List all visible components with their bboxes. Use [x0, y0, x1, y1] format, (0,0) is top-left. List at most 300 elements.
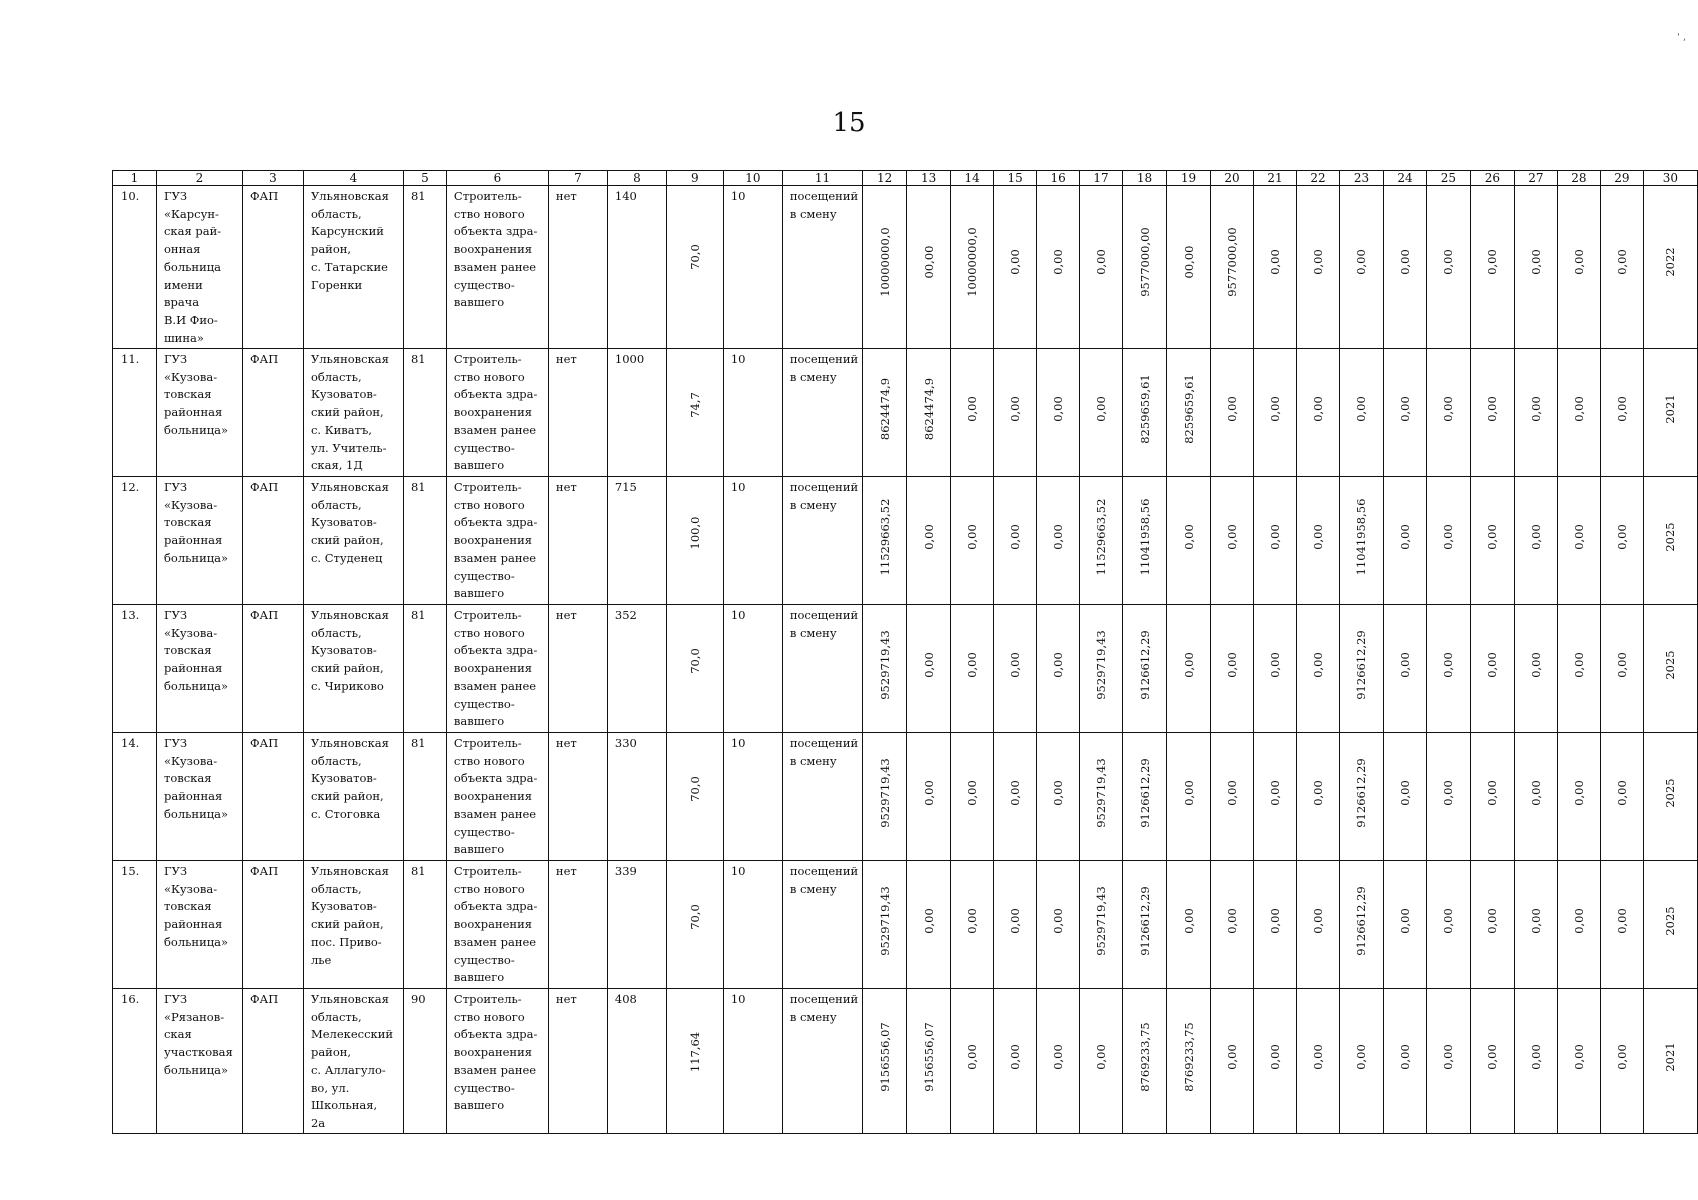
amount-col19-cell-value: 0,00 — [1181, 523, 1196, 550]
column-number-6: 6 — [446, 171, 548, 186]
amount-col13-cell-value: 00,00 — [921, 245, 936, 279]
amount-col23-cell — [1339, 477, 1383, 605]
amount-col13-cell — [907, 349, 951, 477]
year-cell — [1643, 605, 1697, 733]
amount-col18-cell — [1123, 477, 1167, 605]
amount-col12-cell — [863, 861, 907, 989]
col5-cell — [403, 349, 446, 477]
amount-col17-cell-value: 0,00 — [1094, 395, 1109, 422]
table-row — [113, 186, 1698, 349]
col8-cell-text: 352 — [614, 608, 637, 622]
address-cell — [303, 477, 403, 605]
amount-col29-cell — [1600, 349, 1643, 477]
amount-col27-cell — [1514, 605, 1557, 733]
amount-col27-cell-value: 0,00 — [1528, 907, 1543, 934]
amount-col19-cell — [1167, 186, 1211, 349]
col5-cell-text: 81 — [410, 480, 426, 494]
amount-col17-cell-value: 9529719,43 — [1094, 757, 1109, 828]
amount-col28-cell-value: 0,00 — [1571, 1043, 1586, 1070]
amount-col25-cell — [1426, 477, 1470, 605]
address-cell — [303, 349, 403, 477]
amount-col28-cell-value: 0,00 — [1571, 779, 1586, 806]
amount-col25-cell — [1426, 349, 1470, 477]
amount-col15-cell — [994, 861, 1037, 989]
amount-col21-cell-value: 0,00 — [1268, 1043, 1282, 1070]
facility-type-cell-text: ФАП — [249, 189, 279, 203]
amount-col28-cell — [1557, 989, 1600, 1134]
capacity-unit-cell — [782, 989, 862, 1134]
amount-col21-cell — [1254, 733, 1297, 861]
amount-col27-cell-value: 0,00 — [1528, 395, 1543, 422]
amount-col13-cell-value: 0,00 — [921, 651, 936, 678]
amount-col19-cell — [1167, 989, 1211, 1134]
area-cell — [666, 186, 723, 349]
amount-col14-cell-value: 0,00 — [965, 395, 980, 422]
capacity-unit-cell-text: посещений в смену — [789, 736, 859, 768]
work-type-cell-text: Строитель- ство нового объекта здра- воохранения взамен ранее существо- вавшего — [453, 189, 538, 310]
amount-col14-cell — [951, 477, 994, 605]
col5-cell — [403, 861, 446, 989]
amount-col18-cell-value: 9126612,29 — [1137, 885, 1152, 956]
amount-col20-cell — [1211, 861, 1254, 989]
amount-col26-cell — [1470, 733, 1514, 861]
amount-col24-cell-value: 0,00 — [1397, 249, 1412, 275]
facility-type-cell-text: ФАП — [249, 992, 279, 1006]
amount-col28-cell-value: 0,00 — [1571, 395, 1586, 422]
amount-col20-cell-value: 0,00 — [1225, 651, 1240, 678]
col10-cell — [723, 733, 782, 861]
amount-col27-cell — [1514, 733, 1557, 861]
amount-col12-cell — [863, 989, 907, 1134]
amount-col23-cell — [1339, 733, 1383, 861]
column-number-9: 9 — [666, 171, 723, 186]
amount-col28-cell-value: 0,00 — [1571, 651, 1586, 678]
amount-col15-cell — [994, 186, 1037, 349]
col8-cell-text: 339 — [614, 864, 637, 878]
col7-cell — [548, 349, 607, 477]
amount-col19-cell-value: 0,00 — [1181, 651, 1196, 678]
amount-col28-cell — [1557, 477, 1600, 605]
col8-cell-text: 408 — [614, 992, 637, 1006]
amount-col29-cell — [1600, 989, 1643, 1134]
amount-col25-cell — [1426, 989, 1470, 1134]
row-number-text: 15. — [121, 864, 140, 878]
amount-col27-cell-value: 0,00 — [1528, 779, 1543, 806]
col5-cell — [403, 186, 446, 349]
amount-col13-cell — [907, 733, 951, 861]
work-type-cell — [446, 349, 548, 477]
work-type-cell — [446, 989, 548, 1134]
amount-col17-cell — [1080, 186, 1123, 349]
amount-col22-cell — [1297, 605, 1340, 733]
col8-cell-text: 140 — [614, 189, 637, 203]
amount-col18-cell — [1123, 989, 1167, 1134]
amount-col19-cell-value: 0,00 — [1181, 779, 1196, 806]
organization-cell-text: ГУЗ «Кузова- товская районная больница» — [163, 608, 229, 693]
column-number-19: 19 — [1167, 171, 1211, 186]
amount-col29-cell — [1600, 733, 1643, 861]
amount-col16-cell-value: 0,00 — [1051, 523, 1066, 550]
amount-col12-cell-value: 11529663,52 — [877, 498, 892, 576]
area-cell-value: 100,0 — [687, 516, 702, 550]
address-cell — [303, 186, 403, 349]
organization-cell — [156, 861, 242, 989]
amount-col23-cell-value: 0,00 — [1354, 1043, 1369, 1070]
amount-col21-cell-value: 0,00 — [1268, 779, 1282, 806]
col5-cell — [403, 605, 446, 733]
amount-col24-cell-value: 0,00 — [1397, 1043, 1412, 1070]
column-number-28: 28 — [1557, 171, 1600, 186]
col10-cell — [723, 605, 782, 733]
amount-col15-cell-value: 0,00 — [1008, 249, 1023, 275]
col7-cell — [548, 733, 607, 861]
amount-col13-cell — [907, 477, 951, 605]
organization-cell — [156, 605, 242, 733]
row-number — [113, 605, 157, 733]
amount-col16-cell — [1037, 989, 1080, 1134]
organization-cell-text: ГУЗ «Кузова- товская районная больница» — [163, 480, 229, 565]
col10-cell — [723, 349, 782, 477]
amount-col21-cell — [1254, 989, 1297, 1134]
work-type-cell-text: Строитель- ство нового объекта здра- воохранения взамен ранее существо- вавшего — [453, 352, 538, 473]
organization-cell-text: ГУЗ «Кузова- товская районная больница» — [163, 352, 229, 437]
facility-type-cell — [242, 861, 303, 989]
col7-cell-text: нет — [555, 189, 577, 203]
area-cell-value: 117,64 — [687, 1032, 702, 1073]
column-number-2: 2 — [156, 171, 242, 186]
area-cell-value: 70,0 — [687, 776, 702, 802]
amount-col21-cell — [1254, 186, 1297, 349]
amount-col16-cell-value: 0,00 — [1051, 779, 1066, 806]
facility-type-cell — [242, 733, 303, 861]
amount-col20-cell — [1211, 477, 1254, 605]
amount-col23-cell-value: 11041958,56 — [1354, 498, 1369, 576]
amount-col14-cell — [951, 989, 994, 1134]
column-number-4: 4 — [303, 171, 403, 186]
amount-col18-cell-value: 9577000,00 — [1137, 227, 1152, 297]
col5-cell-text: 81 — [410, 352, 426, 366]
amount-col24-cell-value: 0,00 — [1397, 907, 1412, 934]
col7-cell-text: нет — [555, 352, 577, 366]
amount-col18-cell-value: 11041958,56 — [1137, 498, 1152, 576]
work-type-cell — [446, 733, 548, 861]
work-type-cell-text: Строитель- ство нового объекта здра- воохранения взамен ранее существо- вавшего — [453, 608, 538, 729]
area-cell — [666, 605, 723, 733]
area-cell — [666, 861, 723, 989]
amount-col25-cell-value: 0,00 — [1441, 523, 1456, 550]
address-cell-text: Ульяновская область, Кузоватов- ский район, пос. Приво- лье — [310, 864, 389, 967]
col5-cell-text: 81 — [410, 608, 426, 622]
amount-col24-cell — [1383, 349, 1426, 477]
column-number-30: 30 — [1643, 171, 1697, 186]
amount-col19-cell-value: 8259659,61 — [1181, 373, 1196, 444]
amount-col13-cell-value: 0,00 — [921, 779, 936, 806]
column-number-11: 11 — [782, 171, 862, 186]
amount-col22-cell-value: 0,00 — [1310, 651, 1325, 678]
col7-cell — [548, 989, 607, 1134]
amount-col25-cell — [1426, 605, 1470, 733]
col8-cell-text: 1000 — [614, 352, 645, 366]
capacity-unit-cell — [782, 477, 862, 605]
amount-col22-cell — [1297, 861, 1340, 989]
area-cell-value: 70,0 — [687, 648, 702, 674]
column-number-1: 1 — [113, 171, 157, 186]
facility-type-cell-text: ФАП — [249, 352, 279, 366]
column-number-20: 20 — [1211, 171, 1254, 186]
row-number — [113, 477, 157, 605]
col10-cell — [723, 861, 782, 989]
organization-cell — [156, 989, 242, 1134]
amount-col29-cell — [1600, 605, 1643, 733]
col5-cell-text: 90 — [410, 992, 426, 1006]
amount-col23-cell-value: 0,00 — [1354, 249, 1369, 275]
address-cell-text: Ульяновская область, Кузоватов- ский район, с. Стоговка — [310, 736, 389, 821]
row-number — [113, 989, 157, 1134]
work-type-cell-text: Строитель- ство нового объекта здра- воохранения взамен ранее существо- вавшего — [453, 736, 538, 857]
amount-col17-cell-value: 11529663,52 — [1094, 498, 1109, 576]
amount-col20-cell-value: 0,00 — [1225, 523, 1240, 550]
amount-col28-cell — [1557, 605, 1600, 733]
amount-col29-cell — [1600, 186, 1643, 349]
amount-col23-cell — [1339, 186, 1383, 349]
amount-col18-cell — [1123, 349, 1167, 477]
area-cell-value: 70,0 — [687, 244, 702, 271]
amount-col19-cell — [1167, 733, 1211, 861]
col5-cell-text: 81 — [410, 189, 426, 203]
amount-col16-cell-value: 0,00 — [1051, 249, 1066, 275]
column-number-24: 24 — [1383, 171, 1426, 186]
amount-col17-cell-value: 0,00 — [1094, 1043, 1109, 1070]
amount-col16-cell — [1037, 605, 1080, 733]
amount-col27-cell — [1514, 989, 1557, 1134]
year-cell — [1643, 861, 1697, 989]
work-type-cell — [446, 605, 548, 733]
amount-col24-cell — [1383, 861, 1426, 989]
amount-col24-cell-value: 0,00 — [1397, 523, 1412, 550]
amount-col17-cell — [1080, 605, 1123, 733]
amount-col15-cell-value: 0,00 — [1008, 523, 1023, 550]
amount-col13-cell-value: 0,00 — [921, 523, 936, 550]
amount-col15-cell-value: 0,00 — [1008, 395, 1023, 422]
amount-col20-cell — [1211, 733, 1254, 861]
work-type-cell — [446, 861, 548, 989]
amount-col25-cell-value: 0,00 — [1441, 907, 1456, 934]
amount-col25-cell — [1426, 733, 1470, 861]
address-cell — [303, 989, 403, 1134]
amount-col18-cell-value: 9126612,29 — [1137, 757, 1152, 828]
column-number-26: 26 — [1470, 171, 1514, 186]
amount-col27-cell — [1514, 349, 1557, 477]
col10-cell — [723, 477, 782, 605]
work-type-cell — [446, 477, 548, 605]
amount-col19-cell — [1167, 477, 1211, 605]
amount-col29-cell — [1600, 477, 1643, 605]
capacity-unit-cell — [782, 861, 862, 989]
amount-col14-cell — [951, 186, 994, 349]
facility-type-cell-text: ФАП — [249, 864, 279, 878]
amount-col26-cell-value: 0,00 — [1485, 249, 1500, 275]
year-cell-value: 2022 — [1663, 247, 1678, 277]
amount-col14-cell-value: 10000000,0 — [965, 227, 980, 297]
col8-cell — [607, 989, 666, 1134]
table-row — [113, 861, 1698, 989]
row-number-text: 11. — [121, 352, 140, 366]
facility-type-cell — [242, 989, 303, 1134]
column-number-15: 15 — [994, 171, 1037, 186]
area-cell — [666, 733, 723, 861]
amount-col25-cell-value: 0,00 — [1441, 249, 1456, 275]
amount-col13-cell-value: 0,00 — [921, 907, 936, 934]
column-number-7: 7 — [548, 171, 607, 186]
col8-cell-text: 330 — [614, 736, 637, 750]
amount-col28-cell-value: 0,00 — [1571, 907, 1586, 934]
amount-col20-cell — [1211, 989, 1254, 1134]
address-cell-text: Ульяновская область, Кузоватов- ский район, с. Чириково — [310, 608, 389, 693]
address-cell-text: Ульяновская область, Мелекесский район, с. Аллагуло- во, ул. Школьная, 2а — [310, 992, 394, 1130]
work-type-cell-text: Строитель- ство нового объекта здра- воохранения взамен ранее существо- вавшего — [453, 864, 538, 985]
amount-col20-cell-value: 0,00 — [1225, 779, 1240, 806]
facility-type-cell — [242, 477, 303, 605]
amount-col21-cell-value: 0,00 — [1268, 395, 1282, 422]
address-cell-text: Ульяновская область, Карсунский район, с. Татарские Горенки — [310, 189, 389, 292]
address-cell — [303, 605, 403, 733]
amount-col20-cell-value: 0,00 — [1225, 1043, 1240, 1070]
col10-cell-text: 10 — [730, 352, 746, 366]
amount-col17-cell — [1080, 733, 1123, 861]
amount-col22-cell-value: 0,00 — [1310, 249, 1325, 275]
amount-col12-cell-value: 8624474,9 — [877, 377, 892, 440]
page-number: 15 — [832, 108, 866, 138]
row-number — [113, 186, 157, 349]
capacity-unit-cell — [782, 605, 862, 733]
amount-col21-cell-value: 0,00 — [1268, 249, 1282, 275]
amount-col20-cell-value: 0,00 — [1225, 395, 1240, 422]
row-number — [113, 733, 157, 861]
amount-col21-cell-value: 0,00 — [1268, 651, 1282, 678]
amount-col15-cell — [994, 989, 1037, 1134]
col8-cell — [607, 477, 666, 605]
amount-col26-cell-value: 0,00 — [1485, 523, 1500, 550]
col5-cell — [403, 477, 446, 605]
table-row — [113, 733, 1698, 861]
amount-col19-cell-value: 00,00 — [1181, 245, 1196, 279]
facility-type-cell-text: ФАП — [249, 480, 279, 494]
amount-col22-cell-value: 0,00 — [1310, 395, 1325, 422]
amount-col20-cell-value: 9577000,00 — [1225, 227, 1240, 297]
amount-col17-cell — [1080, 477, 1123, 605]
amount-col24-cell — [1383, 477, 1426, 605]
row-number-text: 12. — [121, 480, 140, 494]
amount-col26-cell — [1470, 477, 1514, 605]
year-cell-value: 2021 — [1663, 394, 1678, 424]
amount-col13-cell — [907, 605, 951, 733]
col7-cell-text: нет — [555, 992, 577, 1006]
amount-col26-cell — [1470, 861, 1514, 989]
capacity-unit-cell-text: посещений в смену — [789, 352, 859, 384]
amount-col23-cell-value: 9126612,29 — [1354, 885, 1369, 956]
facility-type-cell — [242, 186, 303, 349]
amount-col27-cell-value: 0,00 — [1528, 523, 1543, 550]
amount-col29-cell-value: 0,00 — [1614, 651, 1629, 678]
address-cell — [303, 733, 403, 861]
amount-col24-cell — [1383, 733, 1426, 861]
amount-col14-cell-value: 0,00 — [965, 1043, 980, 1070]
amount-col28-cell — [1557, 349, 1600, 477]
work-type-cell-text: Строитель- ство нового объекта здра- воохранения взамен ранее существо- вавшего — [453, 992, 538, 1113]
amount-col15-cell-value: 0,00 — [1008, 1043, 1023, 1070]
amount-col19-cell — [1167, 605, 1211, 733]
column-number-18: 18 — [1123, 171, 1167, 186]
area-cell-value: 70,0 — [687, 904, 702, 930]
amount-col26-cell-value: 0,00 — [1485, 651, 1500, 678]
amount-col21-cell — [1254, 477, 1297, 605]
row-number — [113, 349, 157, 477]
amount-col29-cell-value: 0,00 — [1614, 395, 1629, 422]
amount-col15-cell-value: 0,00 — [1008, 779, 1023, 806]
amount-col23-cell — [1339, 349, 1383, 477]
col7-cell-text: нет — [555, 736, 577, 750]
amount-col28-cell — [1557, 186, 1600, 349]
col10-cell — [723, 989, 782, 1134]
table-row — [113, 477, 1698, 605]
amount-col12-cell-value: 9529719,43 — [877, 885, 892, 956]
amount-col26-cell — [1470, 349, 1514, 477]
col7-cell-text: нет — [555, 864, 577, 878]
year-cell — [1643, 733, 1697, 861]
col10-cell-text: 10 — [730, 189, 746, 203]
amount-col26-cell-value: 0,00 — [1485, 907, 1500, 934]
amount-col17-cell-value: 9529719,43 — [1094, 885, 1109, 956]
amount-col27-cell — [1514, 186, 1557, 349]
facility-type-cell — [242, 605, 303, 733]
column-number-5: 5 — [403, 171, 446, 186]
col10-cell-text: 10 — [730, 736, 746, 750]
amount-col20-cell — [1211, 605, 1254, 733]
amount-col28-cell-value: 0,00 — [1571, 523, 1586, 550]
amount-col13-cell-value: 8624474,9 — [921, 377, 936, 440]
amount-col12-cell — [863, 349, 907, 477]
amount-col14-cell-value: 0,00 — [965, 779, 980, 806]
col7-cell-text: нет — [555, 480, 577, 494]
col5-cell — [403, 733, 446, 861]
col8-cell — [607, 186, 666, 349]
table-row — [113, 349, 1698, 477]
row-number-text: 13. — [121, 608, 140, 622]
amount-col22-cell — [1297, 477, 1340, 605]
amount-col21-cell-value: 0,00 — [1268, 907, 1282, 934]
amount-col15-cell-value: 0,00 — [1008, 907, 1023, 934]
amount-col23-cell — [1339, 605, 1383, 733]
col7-cell — [548, 186, 607, 349]
amount-col26-cell — [1470, 605, 1514, 733]
organization-cell — [156, 733, 242, 861]
amount-col26-cell — [1470, 989, 1514, 1134]
col8-cell — [607, 733, 666, 861]
amount-col29-cell-value: 0,00 — [1614, 249, 1629, 275]
address-cell-text: Ульяновская область, Кузоватов- ский район, с. Студенец — [310, 480, 389, 565]
amount-col16-cell-value: 0,00 — [1051, 395, 1066, 422]
amount-col24-cell — [1383, 989, 1426, 1134]
amount-col12-cell-value: 9156556,07 — [877, 1021, 892, 1092]
amount-col25-cell-value: 0,00 — [1441, 779, 1456, 806]
amount-col18-cell — [1123, 605, 1167, 733]
capacity-unit-cell-text: посещений в смену — [789, 608, 859, 640]
capacity-unit-cell-text: посещений в смену — [789, 992, 859, 1024]
amount-col20-cell — [1211, 186, 1254, 349]
amount-col23-cell — [1339, 989, 1383, 1134]
row-number-text: 10. — [121, 189, 140, 203]
amount-col16-cell-value: 0,00 — [1051, 651, 1066, 678]
